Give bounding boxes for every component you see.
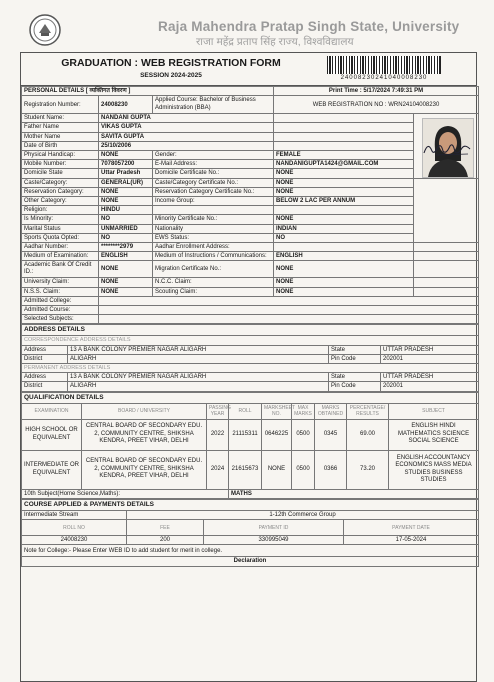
payment-roll: 24008230 [22,536,127,545]
field-label: Is Minority: [22,215,99,224]
column-header: PAYMENT ID [204,520,344,536]
field-label: Minority Certificate No.: [153,215,274,224]
roll-number: 21615673 [229,450,262,489]
father-name: VIKAS GUPTA [99,123,274,132]
gender-value: FEMALE [274,151,414,160]
field-label: University Claim: [22,278,99,287]
tenth-subject-label: 10th Subject(Home Science,Maths): [22,489,229,498]
corr-pin: 202001 [381,354,479,363]
field-label: Admitted Course: [22,306,99,315]
field-label: Reservation Category: [22,187,99,196]
column-header: PASSING YEAR [207,403,229,419]
web-registration-number: WEB REGISTRATION NO : WRN24104008230 [274,96,479,114]
barcode-text: 24008230241040008230 [340,75,428,81]
field-label: Nationality [153,224,274,233]
table-row [22,450,479,489]
stream-value: 1-12th Commerce Group [127,510,479,519]
marksheet-number: NONE [262,450,292,489]
address-heading: ADDRESS DETAILS [22,325,479,336]
field-label: Domicile Certificate No.: [153,169,274,178]
aadhar-enroll-value [274,243,414,252]
tenth-subject-value: MATHS [229,489,479,498]
marks-obtained: 0345 [315,419,347,450]
migration-value: NONE [274,261,414,278]
qualification-table [21,392,479,499]
passing-year: 2024 [207,450,229,489]
mobile-value: 7078057200 [99,160,153,169]
column-header: ROLL [229,403,262,419]
field-label: District [22,354,68,363]
perm-district: ALIGARH [68,382,329,391]
field-label: Mother Name [22,132,99,141]
field-label: Pin Code [329,382,381,391]
correspondence-heading: CORRESPONDENCE ADDRESS DETAILS [22,336,479,345]
form-title: GRADUATION : WEB REGISTRATION FORM [61,57,281,69]
student-signature [418,137,478,159]
income-value: BELOW 2 LAC PER ANNUM [274,197,414,206]
field-label: Domicile State [22,169,99,178]
field-label: Religion: [22,206,99,215]
column-header: BOARD / UNIVERSITY [82,403,207,419]
field-label: State [329,345,381,354]
field-label: Address [22,345,68,354]
column-header: MAX MARKS [292,403,315,419]
field-label: Marital Status [22,224,99,233]
field-label: Gender: [153,151,274,160]
field-label: Scouting Claim: [153,287,274,296]
column-header: PERCENTAGE/ RESULTS [347,403,389,419]
subjects: ENGLISH HINDI MATHEMATICS SCIENCE SOCIAL SCIENCE [389,419,479,450]
applied-course: Applied Course: Bachelor of Business Administration (BBA) [153,96,274,114]
college-note: Note for College:- Please Enter WEB ID to add student for merit in college. [22,545,479,557]
field-label: N.S.S. Claim: [22,287,99,296]
field-label: Aadhar Number: [22,243,99,252]
column-header: MARKSHEET NO. [262,403,292,419]
board-name: CENTRAL BOARD OF SECONDARY EDU. 2, COMMUNITY CENTRE, SHIKSHA KENDRA, PREET VIHAR, DELHI [82,419,207,450]
field-label: Caste/Category: [22,178,99,187]
university-seal-icon [29,14,61,46]
form-header [21,53,476,86]
field-label: Medium of Instructions / Communications: [153,252,274,261]
aadhar-value: ********2979 [99,243,153,252]
perm-address: 13 A BANK COLONY PREMIER NAGAR ALIGARH [68,373,329,382]
stream-label: Intermediate Stream [22,510,127,519]
payment-table [21,499,479,567]
board-name: CENTRAL BOARD OF SECONDARY EDU. 2, COMMUNITY CENTRE, SHIKSHA KENDRA, PREET VIHAR, DELHI [82,450,207,489]
field-label: Date of Birth [22,141,99,150]
declaration-heading: Declaration [22,557,479,566]
minority-value: NO [99,215,153,224]
corr-state: UTTAR PRADESH [381,345,479,354]
signature-cell [414,178,479,242]
field-label: State [329,373,381,382]
registration-number: 24008230 [99,96,153,114]
max-marks: 0500 [292,419,315,450]
marksheet-number: 0646225 [262,419,292,450]
abc-value: NONE [99,261,153,278]
payment-heading: COURSE APPLIED & PAYMENTS DETAILS [22,499,479,510]
mother-name: SAVITA GUPTA [99,132,274,141]
scouting-value: NONE [274,287,414,296]
percentage: 73.20 [347,450,389,489]
field-label: Physical Handicap: [22,151,99,160]
nss-value: NONE [99,287,153,296]
address-table [21,324,479,391]
caste-value: GENERAL(UR) [99,178,153,187]
passing-year: 2022 [207,419,229,450]
field-label: Income Group: [153,197,274,206]
domicile-value: Uttar Pradesh [99,169,153,178]
exam-name: INTERMEDIATE OR EQUIVALENT [22,450,82,489]
permanent-heading: PERMANENT ADDRESS DETAILS [22,364,479,373]
column-header: FEE [127,520,204,536]
field-label: Sports Quota Opted: [22,233,99,242]
handicap-value: NONE [99,151,153,160]
student-name: NANDANI GUPTA [99,114,274,123]
exam-name: HIGH SCHOOL OR EQUIVALENT [22,419,82,450]
subjects: ENGLISH ACCOUNTANCY ECONOMICS MASS MEDIA STUDIES BUSINESS STUDIES [389,450,479,489]
column-header: EXAMINATION [22,403,82,419]
sports-value: NO [99,233,153,242]
column-header: ROLL NO [22,520,127,536]
percentage: 69.00 [347,419,389,450]
session-label: SESSION 2024-2025 [140,72,202,79]
nationality-value: INDIAN [274,224,414,233]
marks-obtained: 0366 [315,450,347,489]
field-label: E-Mail Address: [153,160,274,169]
payment-date: 17-05-2024 [344,536,479,545]
field-label: District [22,382,68,391]
medium-exam-value: ENGLISH [99,252,153,261]
field-label: Other Category: [22,197,99,206]
max-marks: 0500 [292,450,315,489]
field-label: Mobile Number: [22,160,99,169]
minority-cert-value: NONE [274,215,414,224]
field-label: Academic Bank Of Credit ID.: [22,261,99,278]
field-label: Caste/Category Certificate No.: [153,178,274,187]
personal-details-table [21,86,479,324]
print-time: Print Time : 5/17/2024 7:49:31 PM [274,87,479,96]
domicile-cert-value: NONE [274,169,414,178]
field-label: Medium of Examination: [22,252,99,261]
roll-number: 21115311 [229,419,262,450]
table-row [22,536,479,545]
form-box [20,52,477,682]
field-label: Selected Subjects: [22,315,99,324]
barcode-graphic [327,56,441,74]
field-label: Migration Certificate No.: [153,261,274,278]
other-category-value: NONE [99,197,153,206]
date-of-birth: 25/10/2006 [99,141,274,150]
column-header: PAYMENT DATE [344,520,479,536]
perm-state: UTTAR PRADESH [381,373,479,382]
religion-value: HINDU [99,206,153,215]
field-label: N.C.C. Claim: [153,278,274,287]
payment-id: 330995049 [204,536,344,545]
ews-value: NO [274,233,414,242]
field-label: Admitted College: [22,296,99,305]
field-label: Pin Code [329,354,381,363]
payment-fee: 200 [127,536,204,545]
field-label: Father Name [22,123,99,132]
ncc-value: NONE [274,278,414,287]
table-row [22,419,479,450]
field-label: Student Name: [22,114,99,123]
qualification-heading: QUALIFICATION DETAILS [22,392,479,403]
medium-instr-value: ENGLISH [274,252,414,261]
corr-district: ALIGARH [68,354,329,363]
perm-pin: 202001 [381,382,479,391]
reservation-value: NONE [99,187,153,196]
field-label: Reservation Category Certificate No.: [153,187,274,196]
corr-address: 13 A BANK COLONY PREMIER NAGAR ALIGARH [68,345,329,354]
university-name-en: Raja Mahendra Pratap Singh State, University [158,19,460,34]
university-name-hi: राजा महेंद्र प्रताप सिंह राज्य, विश्वविद्यालय [196,36,354,48]
personal-details-heading: PERSONAL DETAILS [ व्यक्तिगत विवरण ] [22,87,274,96]
column-header: SUBJECT [389,403,479,419]
field-label: EWS Status: [153,233,274,242]
univ-claim-value: NONE [99,278,153,287]
registration-number-label: Registration Number: [22,96,99,114]
caste-cert-value: NONE [274,178,414,187]
column-header: MARKS OBTAINED [315,403,347,419]
field-label: Aadhar Enrollment Address: [153,243,274,252]
reservation-cert-value: NONE [274,187,414,196]
field-label: Address [22,373,68,382]
marital-value: UNMARRIED [99,224,153,233]
email-value: NANDANIGUPTA1424@GMAIL.COM [274,160,414,169]
